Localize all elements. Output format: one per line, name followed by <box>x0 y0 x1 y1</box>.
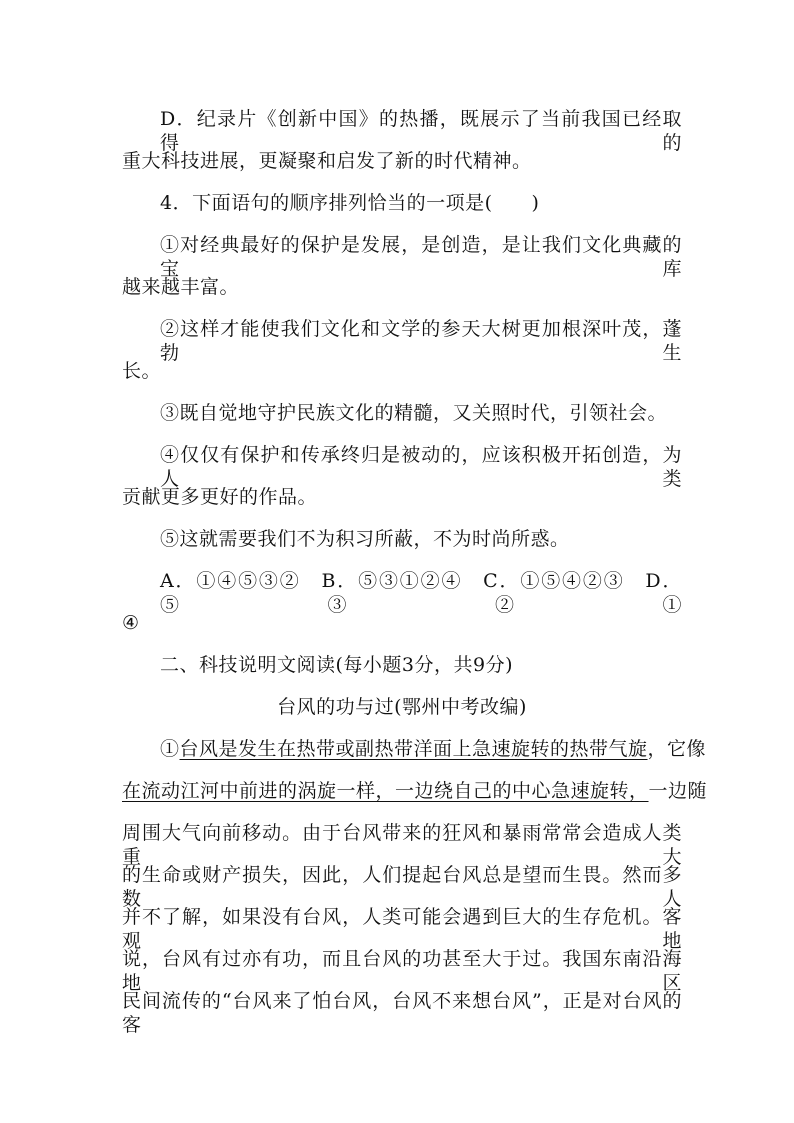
sentence-4-line-2: 贡献更多更好的作品。 <box>122 486 318 508</box>
answer-options-line-1: A．①④⑤③② B．⑤③①②④ C．①⑤④②③ D．⑤③②① <box>160 570 682 616</box>
paragraph-text: 一边随 <box>648 780 708 802</box>
sentence-3: ③既自觉地守护民族文化的精髓，又关照时代，引领社会。 <box>160 402 668 424</box>
sentence-2-line-2: 长。 <box>122 360 162 382</box>
article-title: 台风的功与过(鄂州中考改编) <box>277 696 527 718</box>
sentence-1-line-2: 越来越丰富。 <box>122 276 240 298</box>
underlined-definition: 台风是发生在热带或副热带洋面上急速旋转的热带气旋 <box>179 738 648 760</box>
paragraph-1-line-2 <box>122 779 708 803</box>
paragraph-1-line-7: 民间流传的“台风来了怕台风，台风不来想台风”，正是对台风的客 <box>122 990 682 1036</box>
paragraph-1-line-1 <box>160 737 707 761</box>
paragraph-1-line-5: 并不了解，如果没有台风，人类可能会遇到巨大的生存危机。客观地 <box>122 906 682 952</box>
option-d-line-1: D．纪录片《创新中国》的热播，既展示了当前我国已经取得的 <box>160 108 682 154</box>
answer-options-line-2: ④ <box>122 612 140 634</box>
sentence-1-line-1: ①对经典最好的保护是发展，是创造，是让我们文化典藏的宝库 <box>160 234 682 280</box>
option-d-line-2: 重大科技进展，更凝聚和启发了新的时代精神。 <box>122 150 532 172</box>
paragraph-1-line-4: 的生命或财产损失，因此，人们提起台风总是望而生畏。然而多数人 <box>122 864 682 910</box>
underlined-analogy: 在流动江河中前进的涡旋一样，一边绕自己的中心急速旋转， <box>122 780 649 802</box>
paragraph-number: ① <box>160 738 180 760</box>
sentence-5: ⑤这就需要我们不为积习所蔽，不为时尚所惑。 <box>160 528 570 550</box>
paragraph-1-line-3: 周围大气向前移动。由于台风带来的狂风和暴雨常常会造成人类重大 <box>122 822 682 868</box>
sentence-2-line-1: ②这样才能使我们文化和文学的参天大树更加根深叶茂，蓬勃生 <box>160 318 682 364</box>
sentence-4-line-1: ④仅仅有保护和传承终归是被动的，应该积极开拓创造，为人类 <box>160 444 682 490</box>
section-2-heading: 二、科技说明文阅读(每小题3分，共9分) <box>160 654 514 676</box>
paragraph-text: ，它像 <box>647 738 707 760</box>
question-4-stem: 4．下面语句的顺序排列恰当的一项是( ) <box>160 192 540 214</box>
paragraph-1-line-6: 说，台风有过亦有功，而且台风的功甚至大于过。我国东南沿海地区 <box>122 948 682 994</box>
